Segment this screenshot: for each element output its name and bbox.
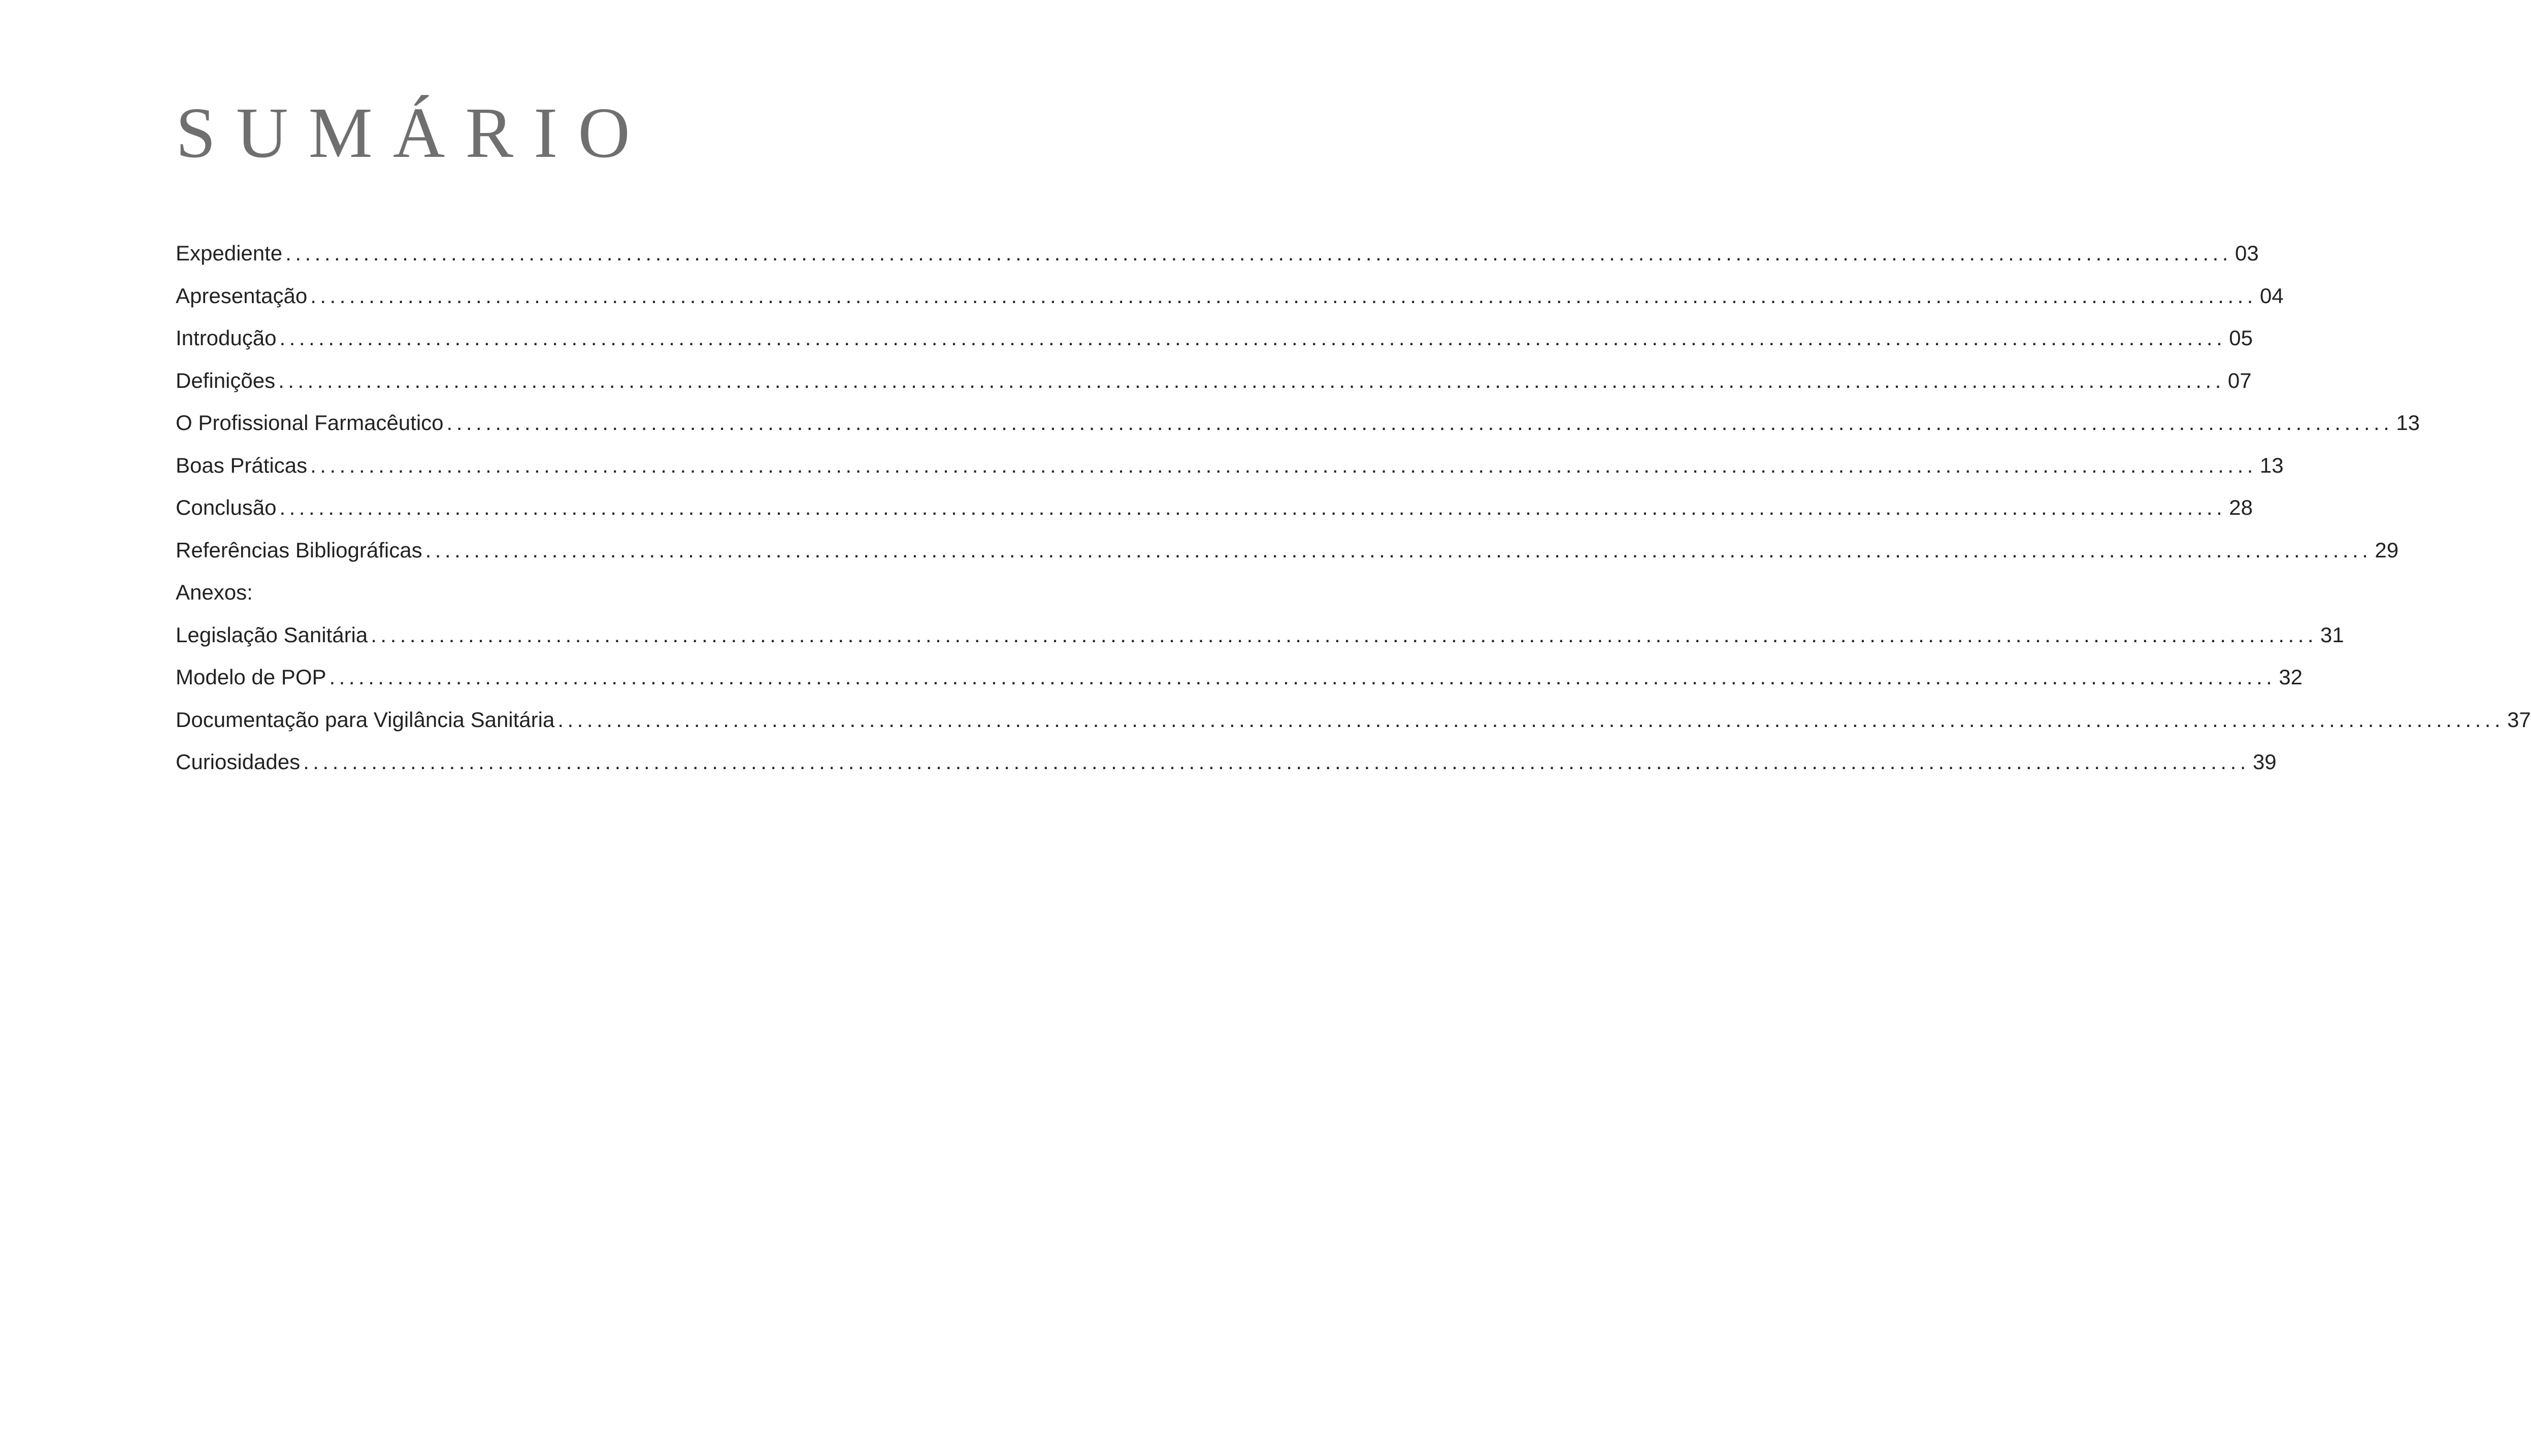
toc-entry[interactable]	[176, 495, 2253, 540]
toc-page-number: 29	[2375, 538, 2399, 562]
toc-entry-label: Referências Bibliográficas	[176, 538, 422, 562]
toc-entry[interactable]	[176, 241, 2259, 285]
toc-entry[interactable]	[176, 538, 2399, 582]
toc-entry-label: Introdução	[176, 326, 277, 350]
page-title: SUMÁRIO	[176, 92, 650, 173]
toc-dot-leader: ........................................................................................................................................................................................................	[425, 538, 2372, 562]
toc-entry[interactable]	[176, 665, 2303, 709]
toc-entry-label: Apresentação	[176, 283, 308, 308]
toc-page-number: 32	[2279, 665, 2303, 689]
toc-dot-leader: ........................................................................................................................................................................................................	[279, 326, 2226, 350]
toc-section-label: Anexos:	[176, 580, 253, 604]
toc-entry-label: Legislação Sanitária	[176, 622, 368, 647]
toc-dot-leader: ........................................................................................................................................................................................................	[310, 283, 2257, 308]
toc-dot-leader: ........................................................................................................................................................................................................	[279, 495, 2226, 519]
toc-page-number: 03	[2234, 241, 2259, 265]
toc-page-number: 28	[2229, 495, 2253, 519]
toc-section-heading	[176, 582, 913, 624]
toc-entry[interactable]	[176, 622, 2344, 667]
toc-dot-leader: ........................................................................................................................................................................................................	[285, 241, 2232, 265]
toc-entry-label: O Profissional Farmacêutico	[176, 411, 444, 435]
toc-page-number: 04	[2259, 283, 2284, 308]
toc-entry[interactable]	[176, 368, 2252, 413]
toc-dot-leader: ........................................................................................................................................................................................................	[329, 665, 2276, 689]
toc-entry-label: Curiosidades	[176, 750, 301, 774]
toc-dot-leader: ........................................................................................................................................................................................................	[310, 453, 2257, 477]
toc-entry[interactable]	[176, 411, 2420, 455]
toc-entry-label: Expediente	[176, 241, 283, 265]
toc-page-number: 13	[2259, 453, 2284, 477]
toc-dot-leader: ........................................................................................................................................................................................................	[278, 368, 2225, 392]
toc-dot-leader: ........................................................................................................................................................................................................	[371, 622, 2318, 647]
toc-entry[interactable]	[176, 283, 2284, 328]
toc-page-number: 07	[2227, 368, 2252, 392]
toc-entry-label: Conclusão	[176, 495, 277, 519]
toc-entry[interactable]	[176, 326, 2253, 370]
toc-page-number: 13	[2396, 411, 2420, 435]
toc-dot-leader: ........................................................................................................................................................................................................	[446, 411, 2393, 435]
toc-entry[interactable]	[176, 707, 2531, 752]
table-of-contents	[176, 241, 2531, 794]
toc-entry-label: Boas Práticas	[176, 453, 308, 477]
toc-entry[interactable]	[176, 453, 2284, 498]
toc-page-number: 37	[2507, 707, 2531, 732]
toc-page-number: 05	[2229, 326, 2253, 350]
toc-entry[interactable]	[176, 750, 2277, 794]
toc-page-number: 39	[2252, 750, 2277, 774]
toc-dot-leader: ........................................................................................................................................................................................................	[557, 707, 2505, 732]
toc-entry-label: Documentação para Vigilância Sanitária	[176, 707, 555, 732]
toc-page-number: 31	[2320, 622, 2344, 647]
toc-dot-leader: ........................................................................................................................................................................................................	[303, 750, 2250, 774]
toc-entry-label: Definições	[176, 368, 276, 392]
toc-entry-label: Modelo de POP	[176, 665, 326, 689]
